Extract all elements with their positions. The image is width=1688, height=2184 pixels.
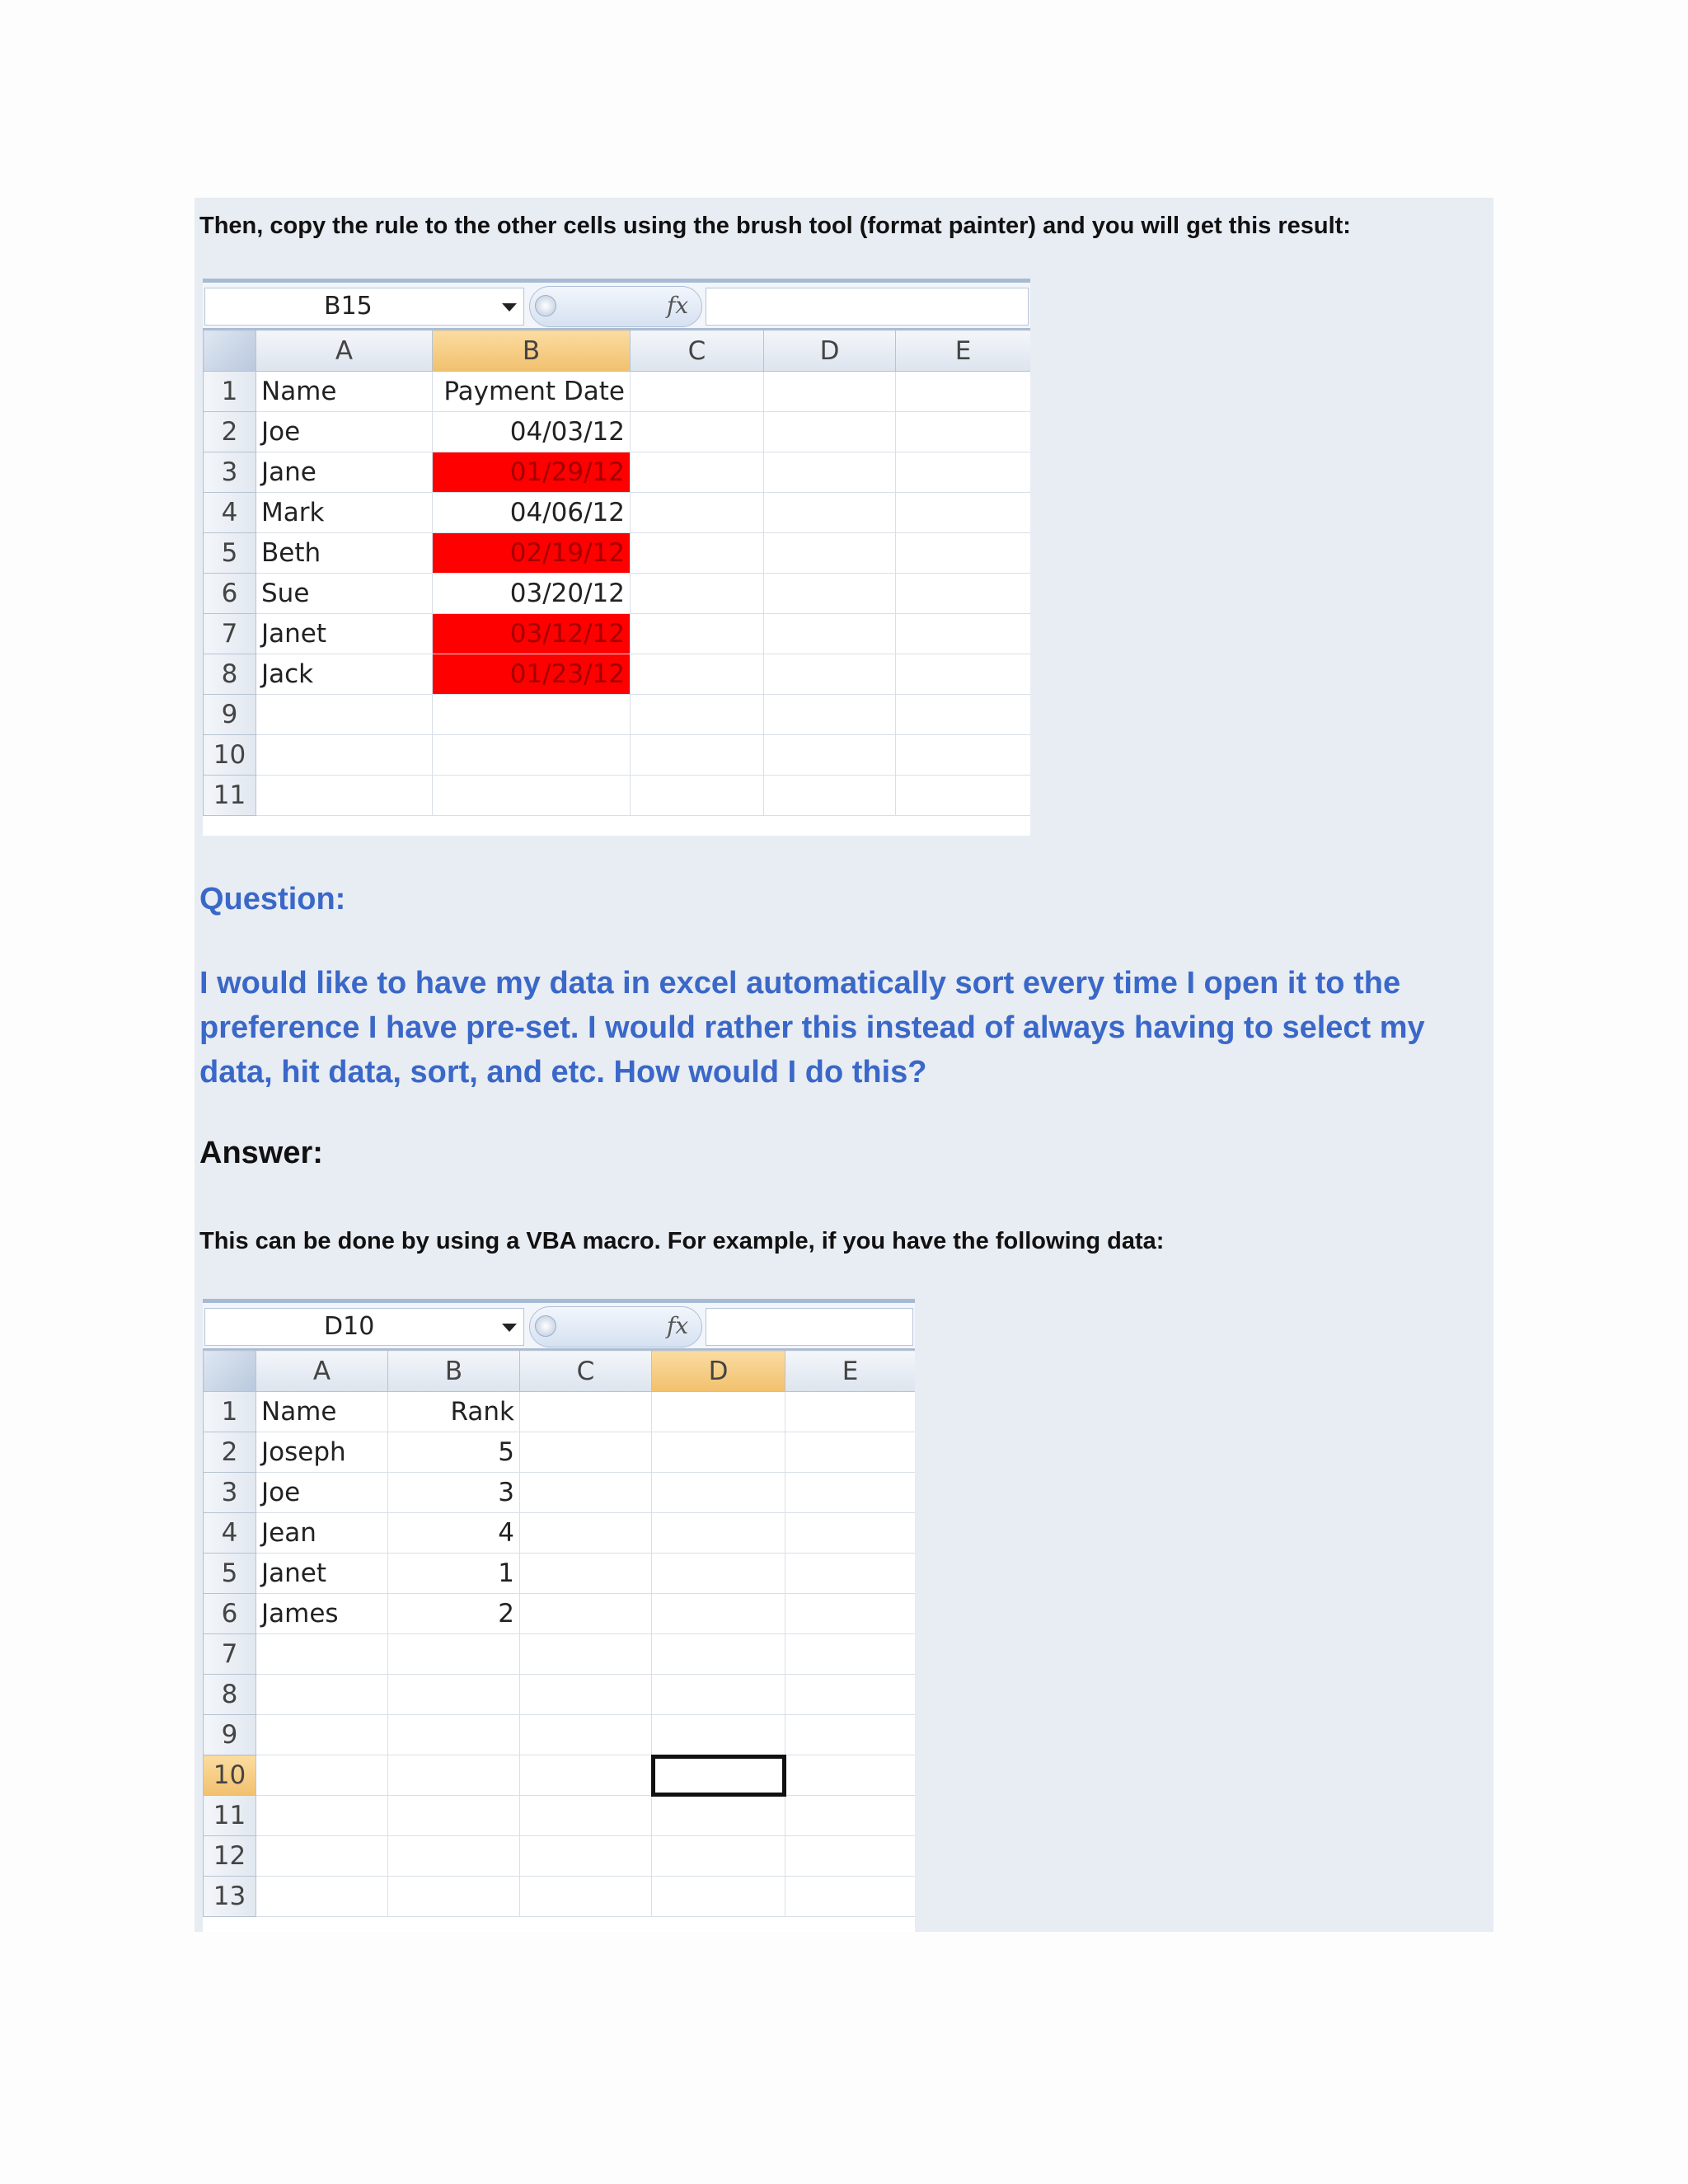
row-header[interactable]: 8 [204,654,256,695]
cell-empty[interactable] [520,1473,652,1513]
cell-empty[interactable] [896,372,1031,412]
cell-empty[interactable] [652,1554,785,1594]
row-header[interactable]: 10 [204,1755,256,1796]
cell-empty[interactable] [631,695,764,735]
cell-rank[interactable] [388,1675,520,1715]
table-row [204,1836,916,1877]
cell-empty[interactable] [785,1796,916,1836]
table-row [204,412,1031,452]
question-heading: Question: [199,882,346,916]
cell-name[interactable]: Name [256,372,433,412]
cell-name[interactable]: Joe [256,412,433,452]
cell-empty[interactable] [520,1715,652,1755]
table-row [204,1392,916,1432]
cell-empty[interactable] [652,1877,785,1917]
cell-empty[interactable] [764,654,896,695]
table-row [204,1432,916,1473]
cell-empty[interactable] [764,533,896,574]
cell-empty[interactable] [785,1473,916,1513]
intro-text: Then, copy the rule to the other cells using the brush tool (format painter) and you will get this result: [199,213,1351,239]
row-header[interactable]: 5 [204,1554,256,1594]
cell-empty[interactable] [652,1513,785,1554]
cell-empty[interactable] [631,614,764,654]
cell-name[interactable]: James [256,1594,388,1634]
cell-empty[interactable] [896,412,1031,452]
table-row [204,533,1031,574]
row-header[interactable]: 12 [204,1836,256,1877]
column-header[interactable]: A [256,330,433,372]
cell-payment-date[interactable]: 01/23/12 [433,654,631,695]
cell-empty[interactable] [652,1392,785,1432]
name-box-value: D10 [324,1312,375,1341]
row-header[interactable]: 9 [204,1715,256,1755]
row-header[interactable]: 6 [204,1594,256,1634]
cell-grid [203,1350,915,1917]
column-header[interactable]: D [764,330,896,372]
column-header[interactable]: A [256,1351,388,1392]
cell-rank[interactable]: 2 [388,1594,520,1634]
cell-name[interactable]: Sue [256,574,433,614]
cell-empty[interactable] [520,1796,652,1836]
cell-empty[interactable] [631,574,764,614]
cell-empty[interactable] [896,695,1031,735]
row-header[interactable]: 4 [204,493,256,533]
cell-name[interactable]: Joseph [256,1432,388,1473]
cell-payment-date[interactable]: 02/19/12 [433,533,631,574]
cell-name[interactable]: Name [256,1392,388,1432]
cell-empty[interactable] [785,1594,916,1634]
column-header[interactable]: B [388,1351,520,1392]
table-row [204,1715,916,1755]
cell-empty[interactable] [785,1877,916,1917]
cell-empty[interactable] [631,776,764,816]
cell-name[interactable] [256,1755,388,1796]
cell-empty[interactable] [896,735,1031,776]
cell-grid [203,330,1030,816]
table-row [204,493,1031,533]
cell-empty[interactable] [631,452,764,493]
cell-empty[interactable] [785,1392,916,1432]
cell-empty[interactable] [520,1392,652,1432]
cell-empty[interactable] [631,735,764,776]
table-row [204,372,1031,412]
question-body: I would like to have my data in excel automatically sort every time I open it to the preference I have pre-set. I would rather this instead of always having to select my data, hit data, sort, and etc. How would I do this? [199,966,1425,1090]
cell-empty[interactable] [896,574,1031,614]
formula-input[interactable] [706,288,1029,326]
cell-name[interactable] [256,1715,388,1755]
cell-rank[interactable] [388,1715,520,1755]
answer-heading: Answer: [199,1136,323,1170]
cell-empty[interactable] [896,533,1031,574]
cell-rank[interactable] [388,1836,520,1877]
dropdown-arrow-icon[interactable] [502,303,517,312]
row-header[interactable]: 2 [204,412,256,452]
row-header[interactable]: 9 [204,695,256,735]
row-header[interactable]: 4 [204,1513,256,1554]
table-row [204,1554,916,1594]
cell-empty[interactable] [520,1594,652,1634]
cell-rank[interactable] [388,1877,520,1917]
cell-empty[interactable] [652,1796,785,1836]
cell-rank[interactable]: 1 [388,1554,520,1594]
row-header[interactable]: 2 [204,1432,256,1473]
cell-empty[interactable] [520,1432,652,1473]
cell-empty[interactable] [764,493,896,533]
cell-empty[interactable] [631,533,764,574]
formula-bar [203,279,1030,330]
cell-empty[interactable] [764,412,896,452]
cell-name[interactable] [256,776,433,816]
cell-payment-date[interactable]: Payment Date [433,372,631,412]
cell-empty[interactable] [896,776,1031,816]
cell-empty[interactable] [896,654,1031,695]
row-header[interactable]: 6 [204,574,256,614]
cell-empty[interactable] [652,1675,785,1715]
cell-empty[interactable] [520,1755,652,1796]
cell-name[interactable] [256,695,433,735]
table-row [204,452,1031,493]
cell-empty[interactable] [785,1554,916,1594]
row-header[interactable]: 7 [204,1634,256,1675]
column-header-row [204,330,1031,372]
cell-empty[interactable] [764,776,896,816]
cell-name[interactable]: Beth [256,533,433,574]
formula-input[interactable] [706,1308,913,1346]
select-all-corner[interactable] [204,330,256,372]
table-row [204,776,1031,816]
cell-payment-date[interactable]: 03/20/12 [433,574,631,614]
cell-name[interactable]: Mark [256,493,433,533]
cell-rank[interactable]: 4 [388,1513,520,1554]
formula-controls [529,286,702,327]
cell-empty[interactable] [764,695,896,735]
row-header[interactable]: 10 [204,735,256,776]
table-row [204,1796,916,1836]
cell-empty[interactable] [764,735,896,776]
table-row [204,574,1031,614]
table-row [204,1594,916,1634]
row-header[interactable]: 11 [204,1796,256,1836]
cell-rank[interactable]: Rank [388,1392,520,1432]
cell-payment-date[interactable] [433,776,631,816]
cell-empty[interactable] [785,1715,916,1755]
cell-empty[interactable] [785,1755,916,1796]
cell-empty[interactable] [520,1513,652,1554]
cell-empty[interactable] [631,654,764,695]
row-header[interactable]: 3 [204,452,256,493]
cell-name[interactable] [256,1634,388,1675]
answer-intro: This can be done by using a VBA macro. For example, if you have the following data: [199,1228,1165,1254]
cell-name[interactable] [256,1836,388,1877]
table-row [204,654,1031,695]
table-row [204,1877,916,1917]
cell-empty[interactable] [631,493,764,533]
table-row [204,1755,916,1796]
cell-name[interactable]: Janet [256,1554,388,1594]
table-row [204,1473,916,1513]
row-header[interactable]: 11 [204,776,256,816]
table-row [204,1634,916,1675]
column-header[interactable]: C [631,330,764,372]
row-header[interactable]: 1 [204,1392,256,1432]
cell-rank[interactable] [388,1796,520,1836]
cell-empty[interactable] [896,452,1031,493]
table-row [204,614,1031,654]
row-header[interactable]: 8 [204,1675,256,1715]
cell-empty[interactable] [520,1554,652,1594]
expand-knob-icon[interactable] [535,295,556,316]
cell-empty[interactable] [652,1634,785,1675]
dropdown-arrow-icon[interactable] [502,1324,517,1332]
column-header[interactable]: E [896,330,1031,372]
cell-empty[interactable] [764,452,896,493]
name-box-value: B15 [324,292,373,321]
fx-icon[interactable]: fx [667,1312,689,1339]
cell-name[interactable]: Jean [256,1513,388,1554]
select-all-corner[interactable] [204,1351,256,1392]
cell-empty[interactable] [785,1836,916,1877]
cell-empty[interactable] [652,1836,785,1877]
cell-empty[interactable] [785,1675,916,1715]
cell-empty[interactable] [896,493,1031,533]
table-row [204,695,1031,735]
cell-empty[interactable] [896,614,1031,654]
cell-empty[interactable] [764,574,896,614]
cell-name[interactable] [256,1877,388,1917]
cell-rank[interactable]: 3 [388,1473,520,1513]
row-header[interactable]: 3 [204,1473,256,1513]
cell-name[interactable] [256,1675,388,1715]
cell-empty[interactable] [631,372,764,412]
column-header[interactable]: B [433,330,631,372]
cell-empty[interactable] [652,1715,785,1755]
cell-empty[interactable] [785,1513,916,1554]
cell-empty[interactable] [652,1473,785,1513]
cell-name[interactable]: Jack [256,654,433,695]
column-header[interactable]: E [785,1351,916,1392]
name-box[interactable] [204,288,524,326]
spreadsheet-screenshot-1 [203,279,1030,836]
fx-icon[interactable]: fx [667,292,689,319]
table-row [204,1513,916,1554]
spreadsheet-screenshot-2 [203,1299,915,1932]
formula-controls [529,1306,702,1347]
cell-empty[interactable] [520,1675,652,1715]
name-box[interactable] [204,1308,524,1346]
cell-name[interactable] [256,735,433,776]
cell-empty[interactable] [520,1634,652,1675]
row-header[interactable]: 1 [204,372,256,412]
cell-payment-date[interactable]: 04/03/12 [433,412,631,452]
cell-empty[interactable] [764,614,896,654]
cell-rank[interactable]: 5 [388,1432,520,1473]
column-header[interactable]: D [652,1351,785,1392]
expand-knob-icon[interactable] [535,1315,556,1337]
row-header[interactable]: 13 [204,1877,256,1917]
table-row [204,735,1031,776]
cell-empty[interactable] [764,372,896,412]
active-cell[interactable] [652,1755,785,1796]
cell-empty[interactable] [785,1432,916,1473]
cell-payment-date[interactable] [433,695,631,735]
cell-name[interactable]: Janet [256,614,433,654]
cell-rank[interactable] [388,1755,520,1796]
row-header[interactable]: 7 [204,614,256,654]
table-row [204,1675,916,1715]
cell-empty[interactable] [520,1877,652,1917]
cell-payment-date[interactable]: 03/12/12 [433,614,631,654]
cell-empty[interactable] [631,412,764,452]
cell-payment-date[interactable] [433,735,631,776]
formula-bar [203,1299,915,1350]
cell-empty[interactable] [652,1432,785,1473]
cell-payment-date[interactable]: 01/29/12 [433,452,631,493]
row-header[interactable]: 5 [204,533,256,574]
cell-name[interactable]: Joe [256,1473,388,1513]
cell-rank[interactable] [388,1634,520,1675]
column-header[interactable]: C [520,1351,652,1392]
cell-empty[interactable] [520,1836,652,1877]
cell-name[interactable] [256,1796,388,1836]
cell-payment-date[interactable]: 04/06/12 [433,493,631,533]
cell-name[interactable]: Jane [256,452,433,493]
cell-empty[interactable] [652,1594,785,1634]
cell-empty[interactable] [785,1634,916,1675]
column-header-row [204,1351,916,1392]
